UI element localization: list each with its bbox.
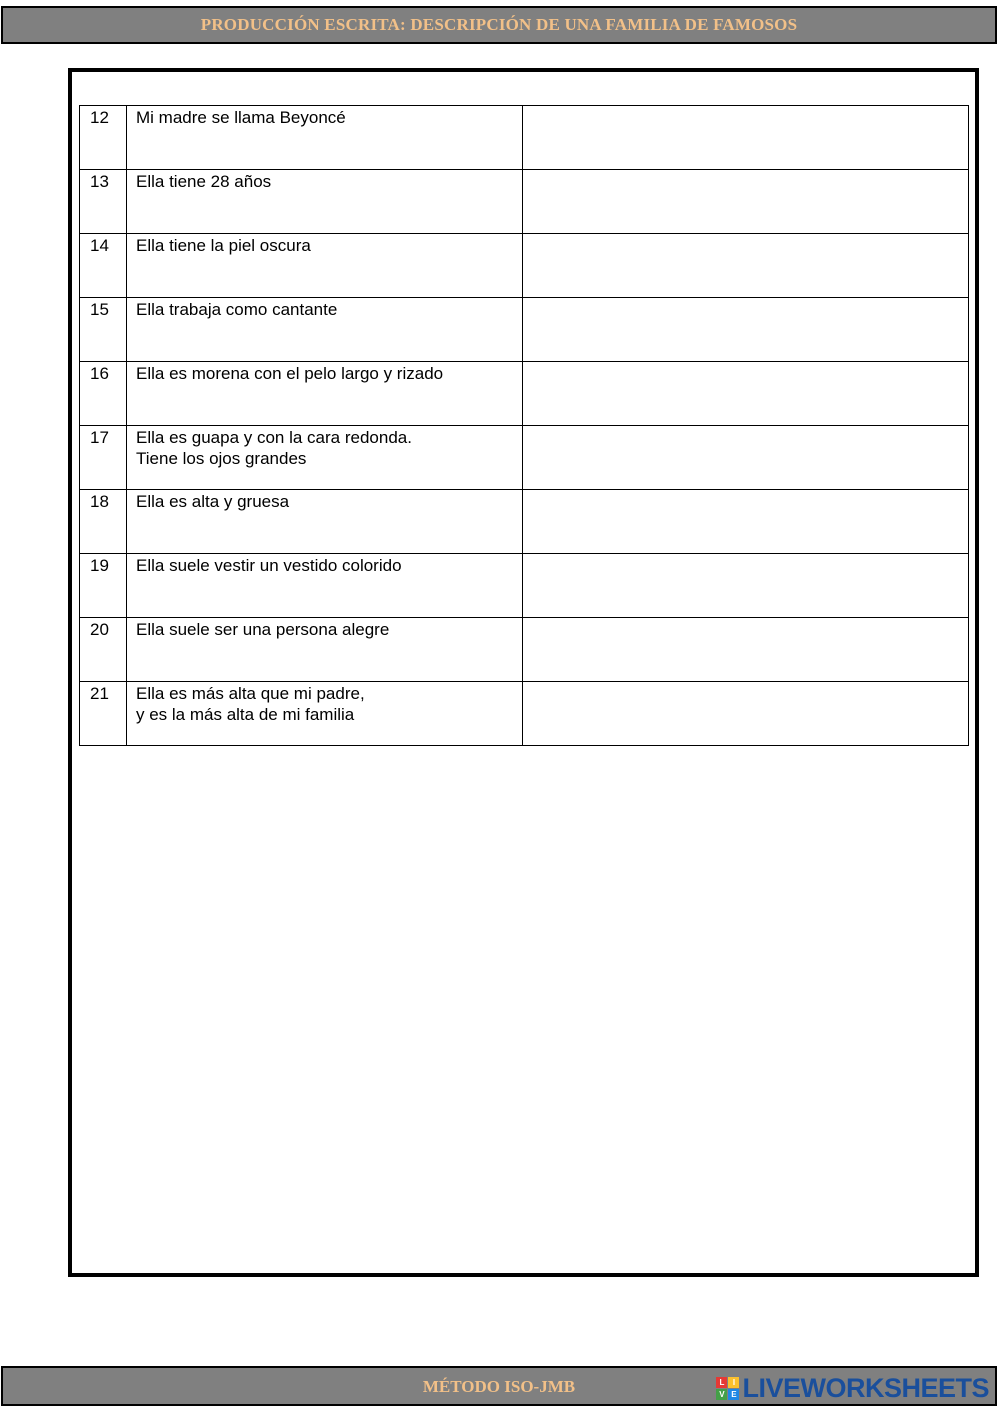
answer-field[interactable] — [523, 554, 969, 618]
table-row — [80, 170, 969, 234]
header-bar — [1, 6, 997, 44]
logo-letter: L — [716, 1377, 727, 1388]
row-number: 18 — [80, 490, 127, 554]
answer-field[interactable] — [523, 426, 969, 490]
row-number: 15 — [80, 298, 127, 362]
row-sentence: Ella tiene la piel oscura — [127, 234, 523, 298]
answer-field[interactable] — [523, 298, 969, 362]
row-sentence: Ella es alta y gruesa — [127, 490, 523, 554]
row-number: 21 — [80, 682, 127, 746]
row-number: 13 — [80, 170, 127, 234]
answer-field[interactable] — [523, 170, 969, 234]
table-row — [80, 106, 969, 170]
row-sentence: Mi madre se llama Beyoncé — [127, 106, 523, 170]
table-row — [80, 490, 969, 554]
row-sentence: Ella trabaja como cantante — [127, 298, 523, 362]
worksheet-table — [79, 105, 969, 746]
logo-letter: E — [728, 1389, 739, 1400]
table-row — [80, 426, 969, 490]
row-sentence: Ella suele ser una persona alegre — [127, 618, 523, 682]
table-row — [80, 234, 969, 298]
row-number: 17 — [80, 426, 127, 490]
row-number: 12 — [80, 106, 127, 170]
answer-field[interactable] — [523, 362, 969, 426]
row-number: 16 — [80, 362, 127, 426]
row-number: 14 — [80, 234, 127, 298]
footer-title: MÉTODO ISO-JMB — [422, 1377, 576, 1396]
row-number: 20 — [80, 618, 127, 682]
brand-name: LIVEWORKSHEETS — [742, 1372, 989, 1403]
page-title: PRODUCCIÓN ESCRITA: DESCRIPCIÓN DE UNA FAMILIA DE FAMOSOS — [200, 15, 798, 34]
row-sentence: Ella tiene 28 años — [127, 170, 523, 234]
answer-field[interactable] — [523, 106, 969, 170]
table-row — [80, 618, 969, 682]
table-row — [80, 554, 969, 618]
answer-field[interactable] — [523, 682, 969, 746]
liveworksheets-brand[interactable] — [716, 1374, 989, 1402]
row-number: 19 — [80, 554, 127, 618]
row-sentence: Ella es guapa y con la cara redonda. Tiene los ojos grandes — [127, 426, 523, 490]
row-sentence: Ella es más alta que mi padre, y es la más alta de mi familia — [127, 682, 523, 746]
footer-bar — [1, 1366, 997, 1406]
table-row — [80, 682, 969, 746]
liveworksheets-logo-icon — [716, 1377, 739, 1400]
table-row — [80, 298, 969, 362]
answer-field[interactable] — [523, 618, 969, 682]
table-row — [80, 362, 969, 426]
logo-letter: I — [728, 1377, 739, 1388]
answer-field[interactable] — [523, 490, 969, 554]
row-sentence: Ella es morena con el pelo largo y rizado — [127, 362, 523, 426]
row-sentence: Ella suele vestir un vestido colorido — [127, 554, 523, 618]
answer-field[interactable] — [523, 234, 969, 298]
logo-letter: V — [716, 1389, 727, 1400]
